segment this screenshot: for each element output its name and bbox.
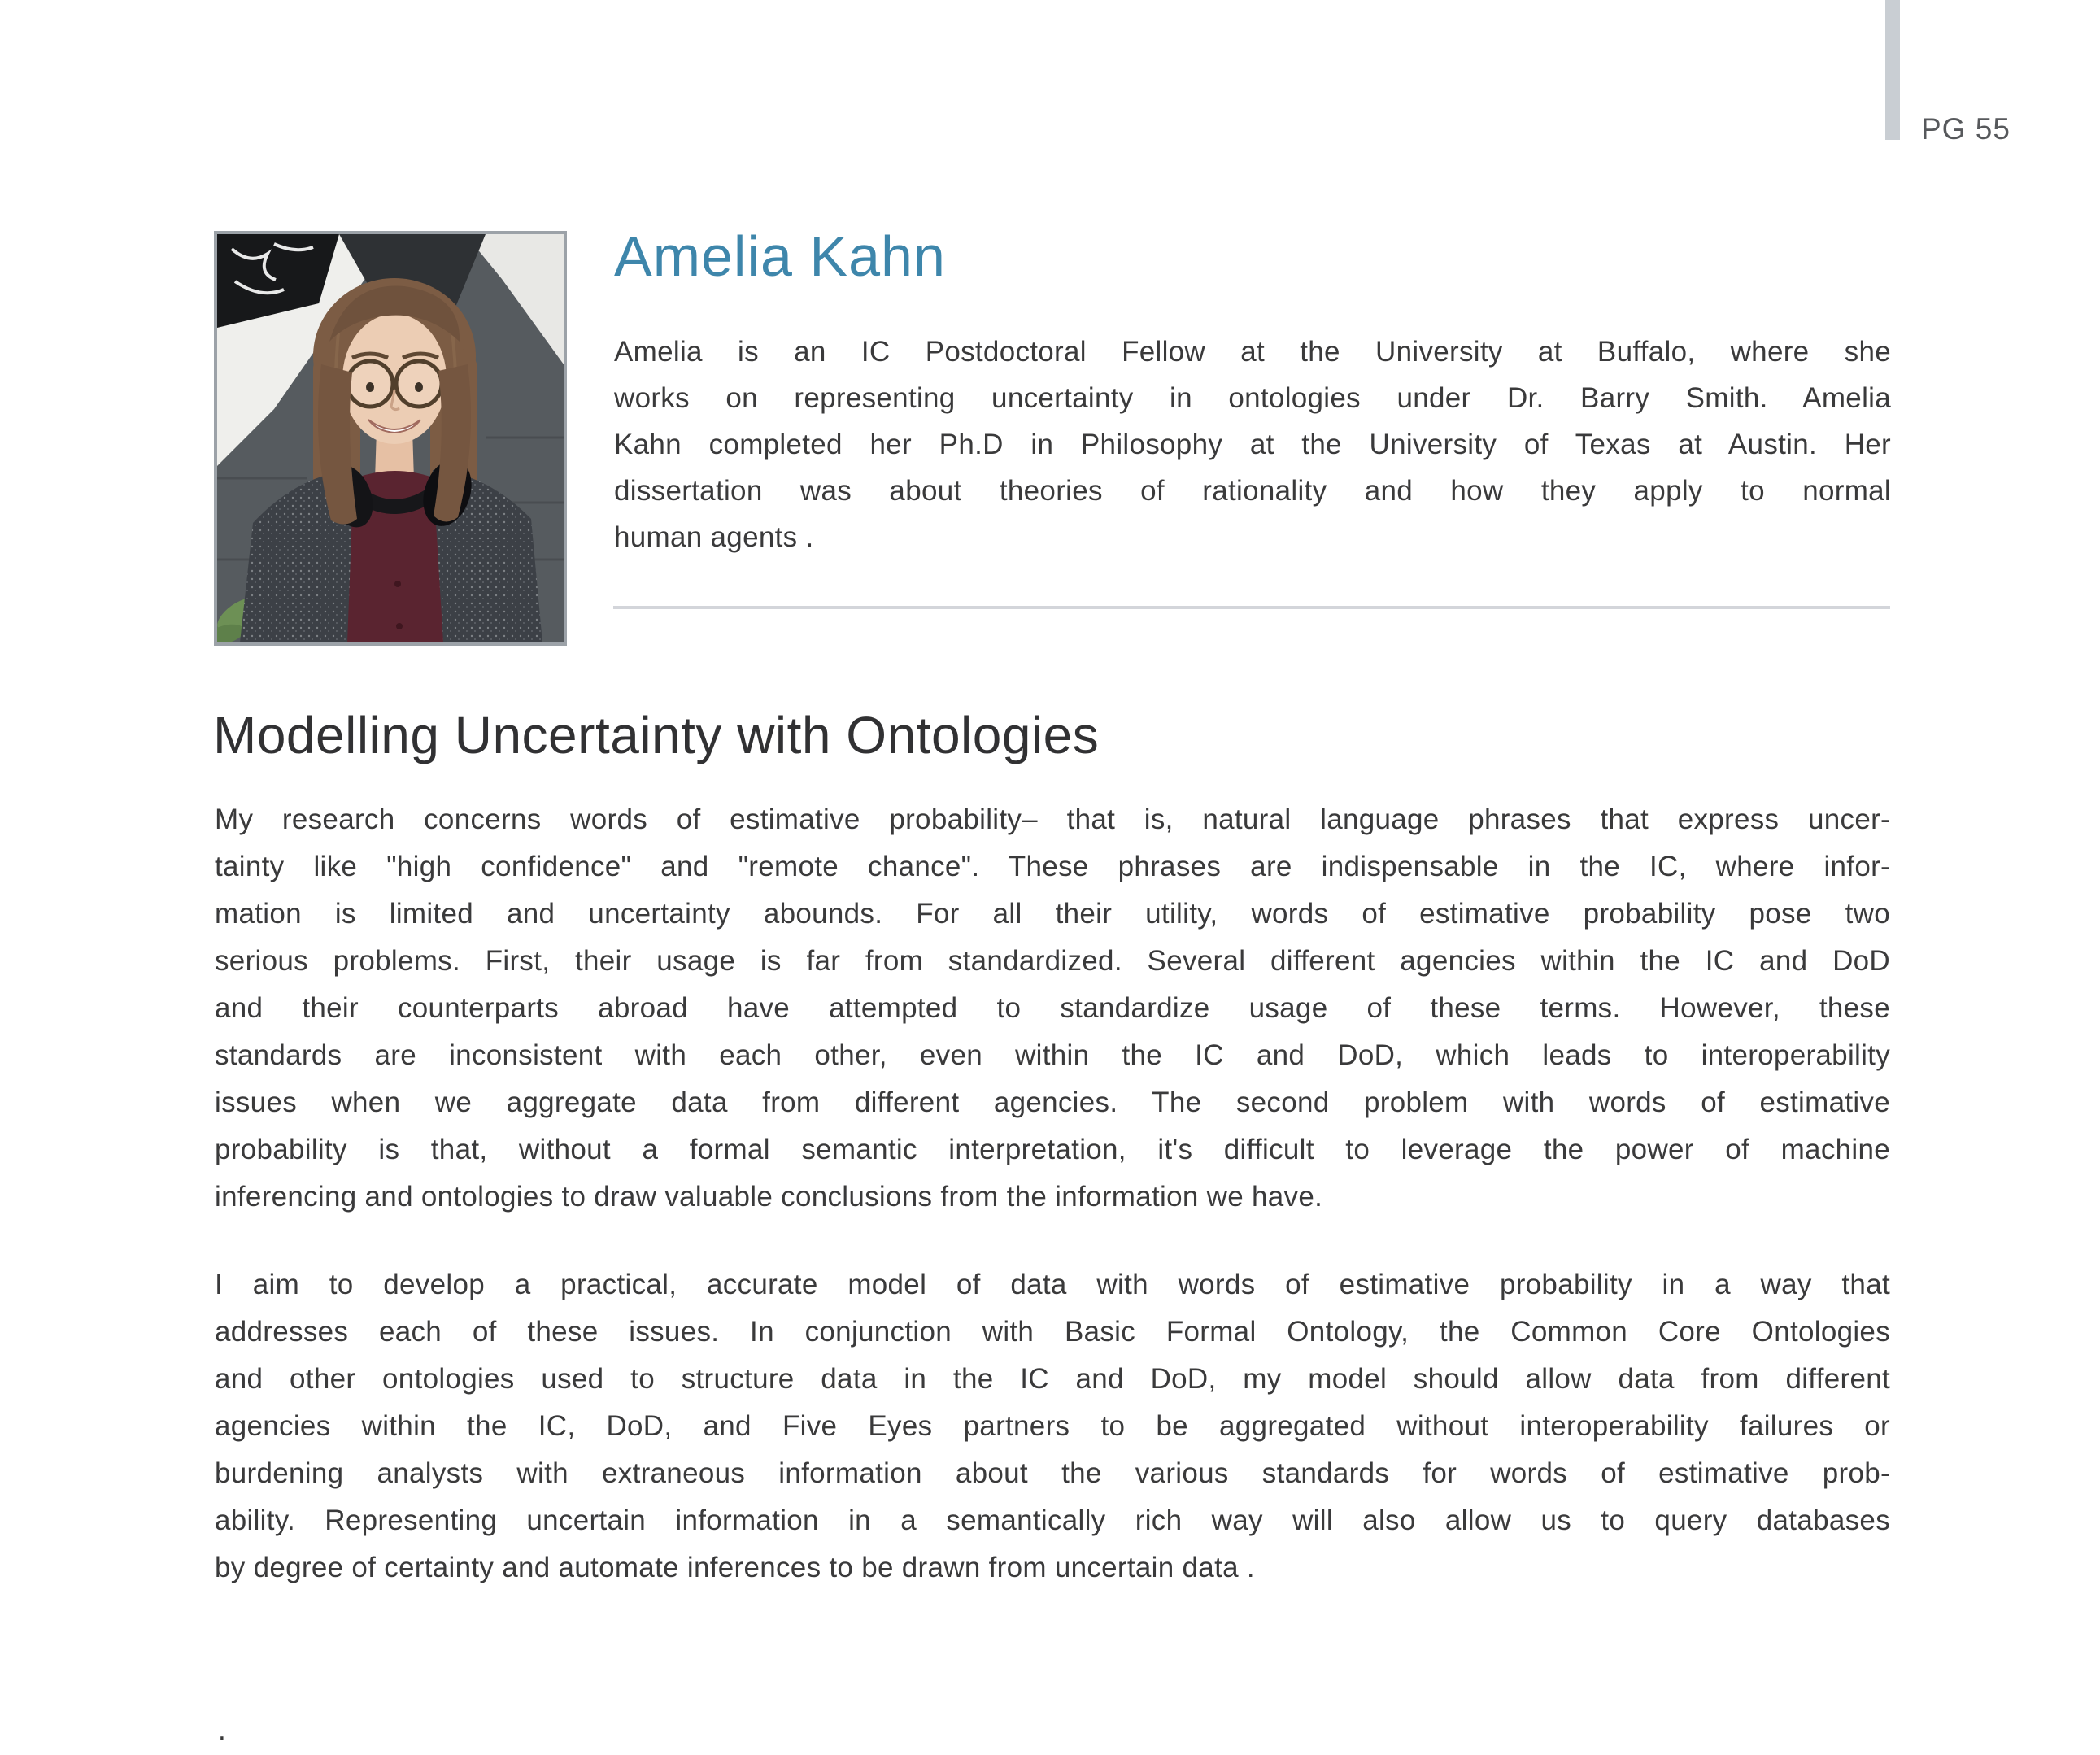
bio-line: Kahn completed her Ph.D in Philosophy at the University of Texas at Austin. Her bbox=[614, 429, 1891, 460]
text-line: I aim to develop a practical, accurate model of data with words of estimative probability in a way that bbox=[215, 1269, 1890, 1300]
bio-line: dissertation was about theories of rationality and how they apply to normal bbox=[614, 475, 1891, 507]
text-line: addresses each of these issues. In conjunction with Basic Formal Ontology, the Common Core Ontologies bbox=[215, 1316, 1890, 1348]
text-line: ability. Representing uncertain information in a semantically rich way will also allow us to query databases bbox=[215, 1505, 1890, 1536]
bio-line: human agents . bbox=[614, 521, 814, 553]
page-corner-bar bbox=[1885, 0, 1900, 140]
article-heading: Modelling Uncertainty with Ontologies bbox=[213, 706, 1100, 764]
section-divider bbox=[613, 606, 1890, 609]
text-line: serious problems. First, their usage is far from standardized. Several different agencies within the IC and DoD bbox=[215, 945, 1890, 977]
text-line: probability is that, without a formal semantic interpretation, it's difficult to leverage the power of machine bbox=[215, 1134, 1890, 1165]
profile-name: Amelia Kahn bbox=[614, 224, 946, 288]
text-line: by degree of certainty and automate inferences to be drawn from uncertain data . bbox=[215, 1552, 1255, 1583]
text-line: inferencing and ontologies to draw valuable conclusions from the information we have. bbox=[215, 1181, 1323, 1213]
profile-bio bbox=[614, 329, 1891, 560]
bio-line: Amelia is an IC Postdoctoral Fellow at the University at Buffalo, where she bbox=[614, 336, 1891, 368]
text-line: and other ontologies used to structure data in the IC and DoD, my model should allow data from different bbox=[215, 1363, 1890, 1395]
text-line: burdening analysts with extraneous information about the various standards for words of estimative prob- bbox=[215, 1457, 1890, 1489]
article-paragraph-2 bbox=[215, 1261, 1890, 1592]
page-number: PG 55 bbox=[1921, 112, 2011, 146]
profile-photo bbox=[214, 231, 567, 646]
text-line: and their counterparts abroad have attempted to standardize usage of these terms. However, these bbox=[215, 992, 1890, 1024]
stray-period: . bbox=[218, 1714, 226, 1746]
text-line: standards are inconsistent with each other, even within the IC and DoD, which leads to interoperability bbox=[215, 1039, 1890, 1071]
article-paragraph-1 bbox=[215, 796, 1890, 1221]
bio-line: works on representing uncertainty in ontologies under Dr. Barry Smith. Amelia bbox=[614, 382, 1891, 414]
text-line: My research concerns words of estimative probability– that is, natural language phrases that express uncer- bbox=[215, 803, 1890, 835]
text-line: mation is limited and uncertainty abounds. For all their utility, words of estimative probability pose two bbox=[215, 898, 1890, 930]
text-line: issues when we aggregate data from different agencies. The second problem with words of estimative bbox=[215, 1087, 1890, 1118]
portrait-illustration bbox=[217, 234, 564, 642]
text-line: tainty like "high confidence" and "remote chance". These phrases are indispensable in the IC, where infor- bbox=[215, 851, 1890, 882]
text-line: agencies within the IC, DoD, and Five Eyes partners to be aggregated without interoperability failures or bbox=[215, 1410, 1890, 1442]
